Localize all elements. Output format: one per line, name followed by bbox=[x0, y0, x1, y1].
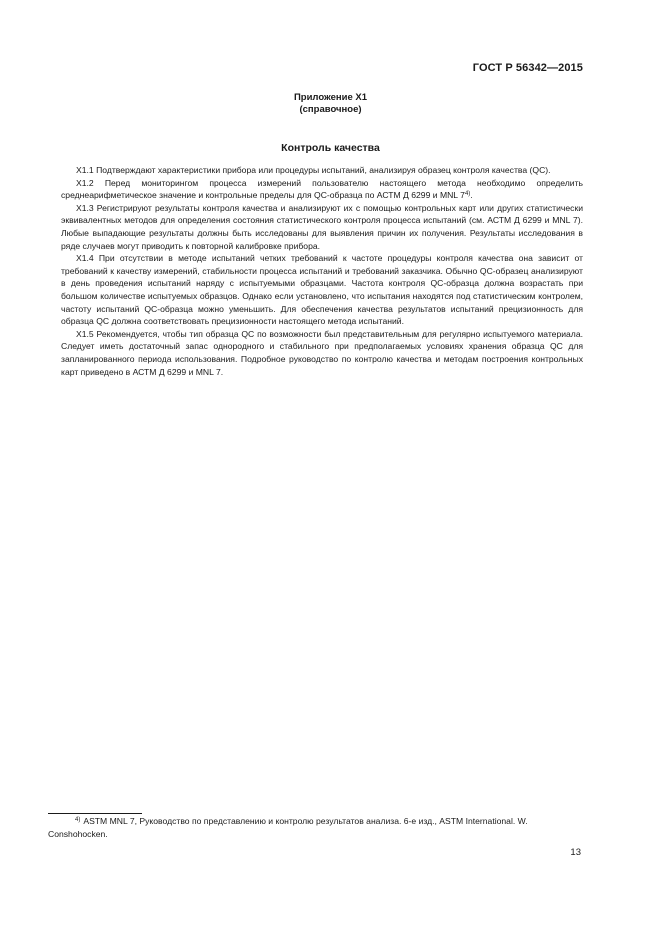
footnote-reference[interactable]: 4) bbox=[464, 191, 471, 198]
page-number: 13 bbox=[570, 847, 581, 858]
paragraph-x1-2-text: X1.2 Перед мониторингом процесса измерений пользователю настоящего метода необходимо определить среднеарифметическое значение и контрольные пределы для QC-образца по АСТМ Д 6299 и MNL 7 bbox=[61, 177, 583, 201]
footnote-text: ASTM MNL 7, Руководство по представлению и контролю результатов анализа. 6-е изд., ASTM International. W. Conshohocken. bbox=[48, 816, 528, 839]
paragraph-x1-3: X1.3 Регистрируют результаты контроля качества и анализируют их с помощью контрольных карт или других статистически эквивалентных методов для определения состояния статистического контроля процесса испытаний (см. АСТМ Д 6299 и MNL 7). Любые выпадающие результаты должны быть исследованы для выявления причин их получения. Результаты исследования в ряде случаев могут приводить к повторной калибровке прибора. bbox=[61, 202, 583, 251]
footnote-separator bbox=[48, 813, 142, 814]
footnote: $^{4)}$ ASTM MNL 7, Руководство по представлению и контролю результатов анализа. 6-е изд., ASTM International. W. Conshohocken. bbox=[48, 816, 528, 839]
paragraph-x1-4: X1.4 При отсутствии в методе испытаний четких требований к частоте процедуры контроля качества она зависит от требований к качеству измерений, стабильности процесса испытаний и требований заказчика. Обычно QC-образец анализируют в день проведения испытаний наряду с испытуемыми образцами. Частота контроля QC-образца должна возрастать при большом количестве испытуемых образцов. Однако если установлено, что испытания находятся под статистическим контролем, частоту испытаний QC-образца можно уменьшить. Для обеспечения качества результатов испытаний прецизионность для образца QC должна соответствовать прецизионности настоящего метода испытаний. bbox=[61, 253, 583, 327]
annex-title: Приложение X1 bbox=[293, 92, 368, 103]
body-text bbox=[61, 164, 583, 378]
standard-designation: ГОСТ Р 56342—2015 bbox=[472, 62, 583, 74]
annex-subtitle: (справочное) bbox=[299, 104, 362, 115]
paragraph-x1-2-period: . bbox=[470, 190, 473, 201]
paragraph-x1-1: X1.1 Подтверждают характеристики прибора или процедуры испытаний, анализируя образец контроля качества (QC). bbox=[76, 165, 551, 175]
section-title: Контроль качества bbox=[281, 142, 380, 154]
paragraph-x1-2 bbox=[61, 177, 583, 202]
paragraph-x1-5: X1.5 Рекомендуется, чтобы тип образца QC по возможности был представительным для регулярно испытуемого материала. Следует иметь достаточный запас однородного и стабильного при предполагаемых условиях хранения образца QC для запланированного периода использования. Подробное руководство по контролю качества и методам построения контрольных карт приведено в АСТМ Д 6299 и MNL 7. bbox=[61, 328, 583, 377]
